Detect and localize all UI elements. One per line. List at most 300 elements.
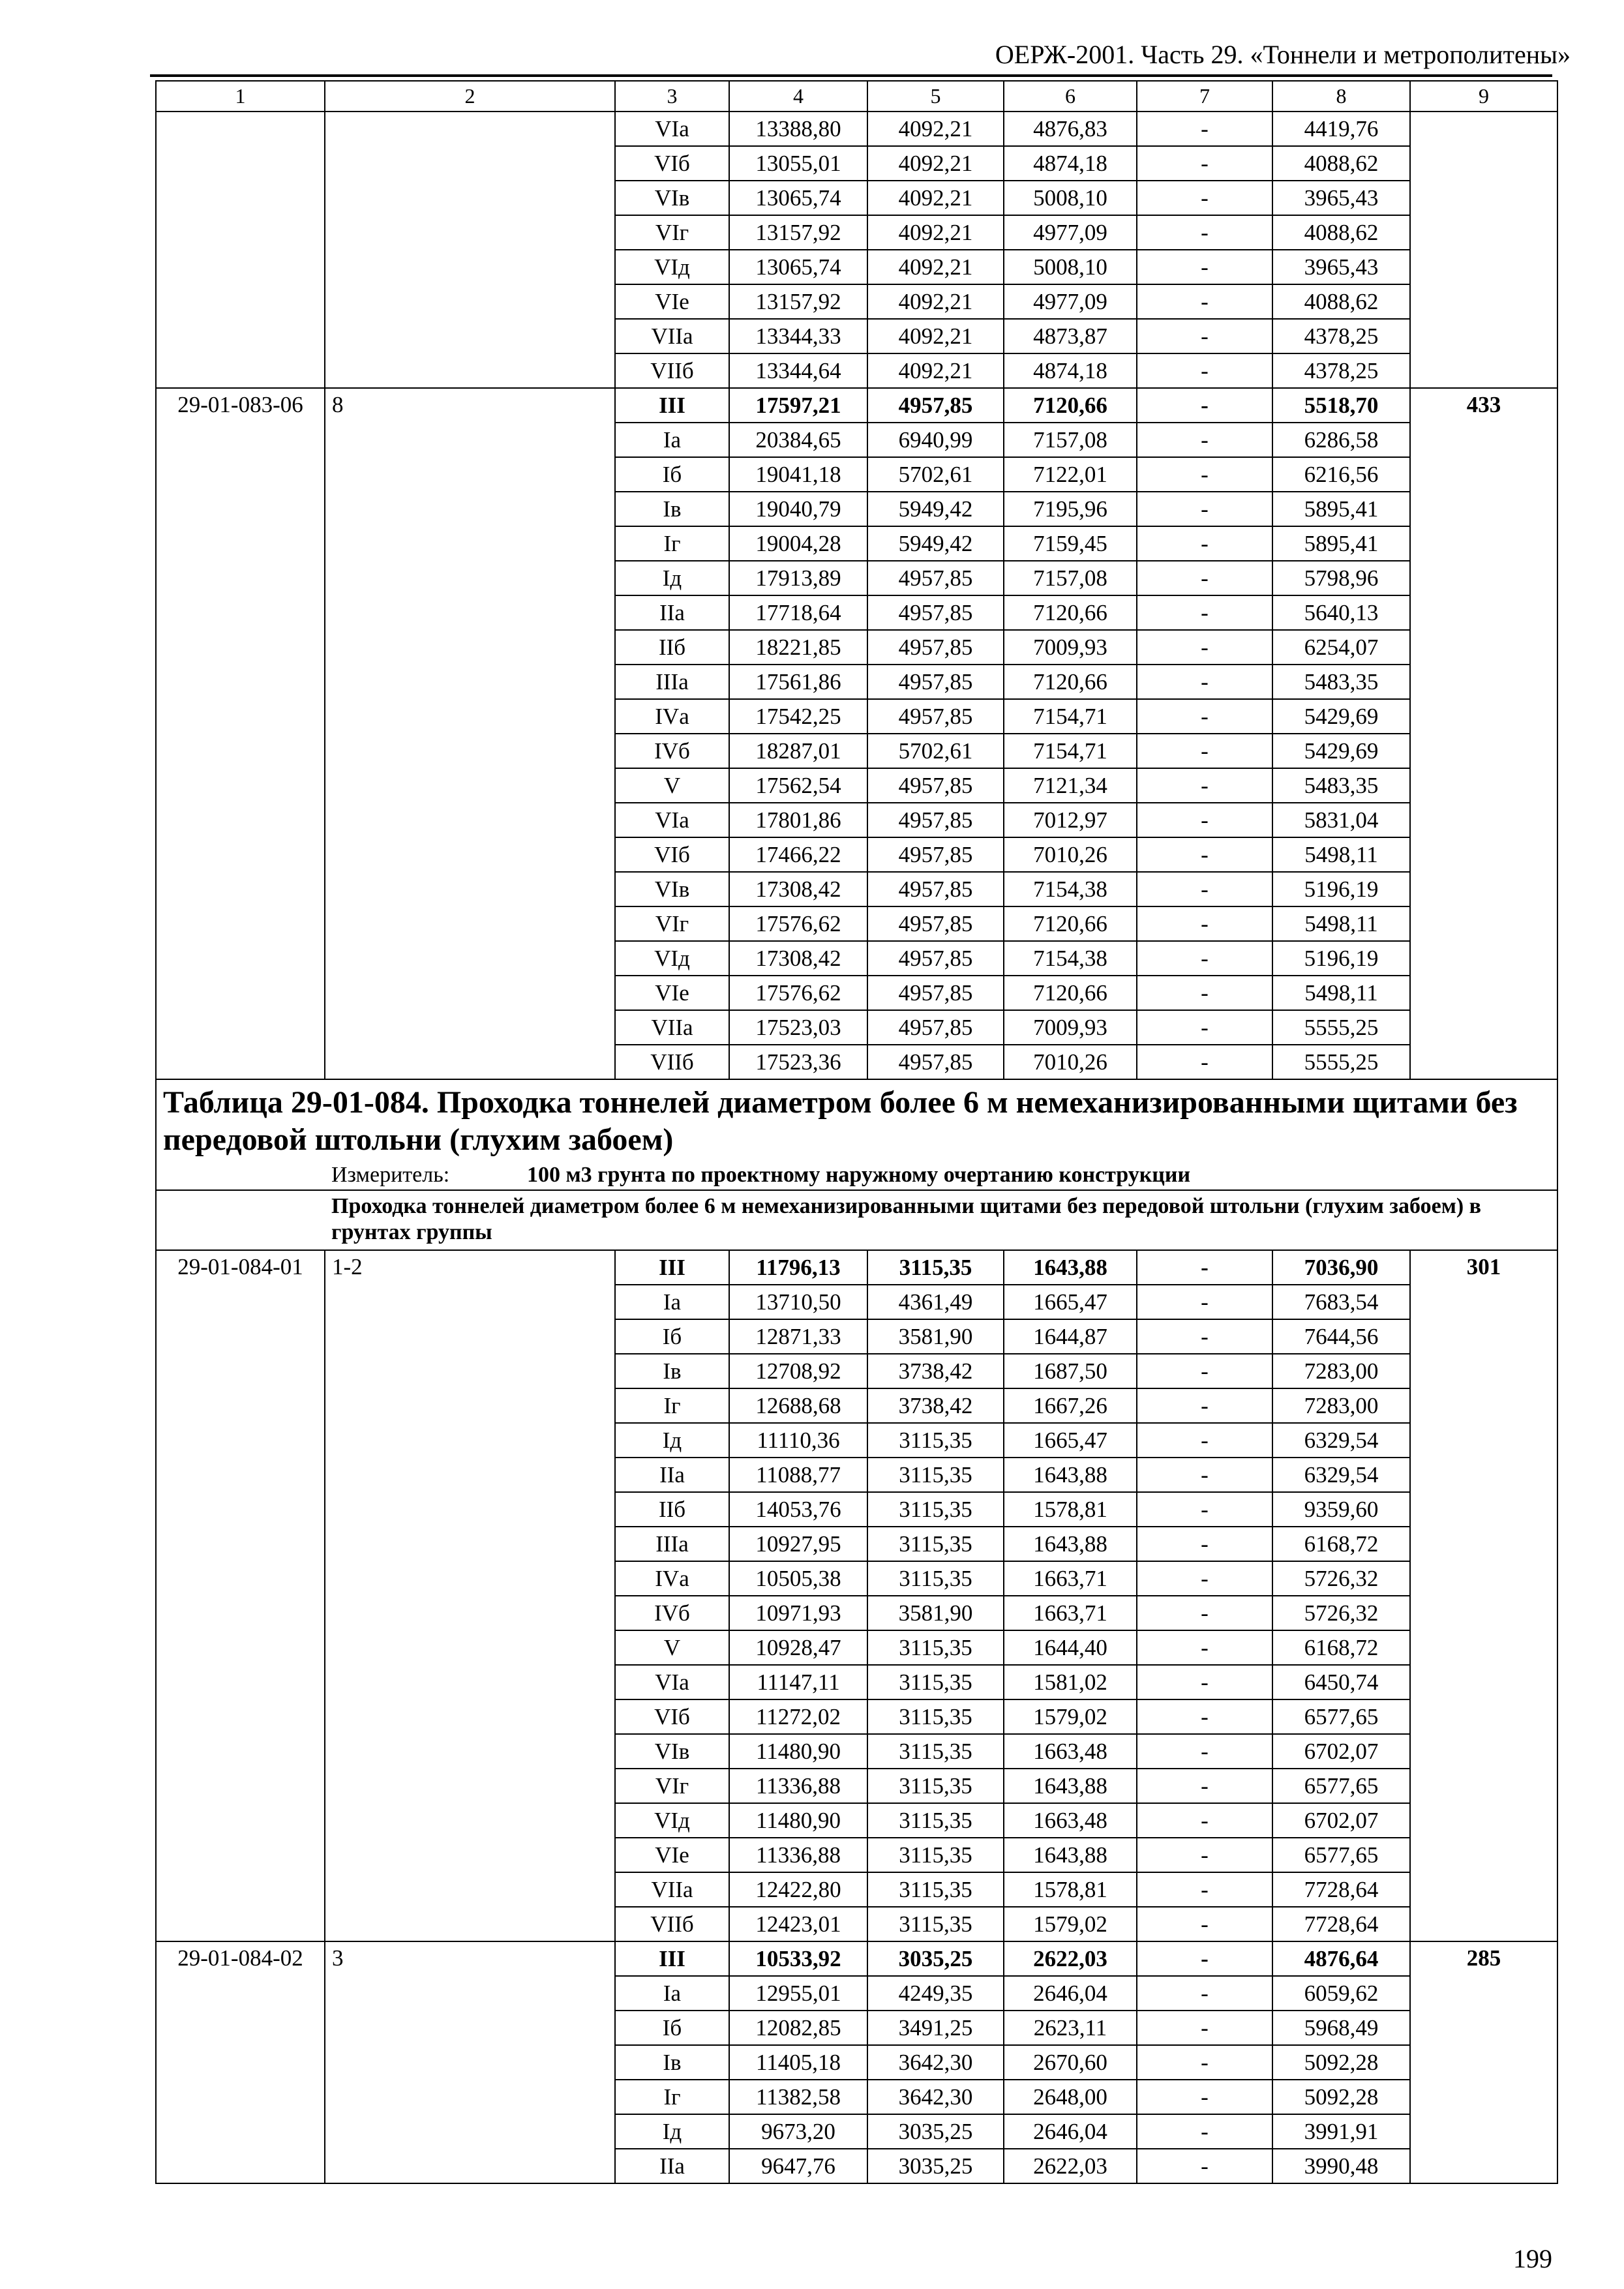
wages-cell: 4957,85 — [867, 976, 1004, 1010]
materials-cost-cell: 3965,43 — [1272, 181, 1410, 215]
measurement-value: 100 м3 грунта по проектному наружному очертанию конструкции — [527, 1163, 1191, 1187]
machine-cost-cell: 7154,38 — [1004, 941, 1137, 976]
driver-wages-cell: - — [1137, 1872, 1272, 1907]
direct-cost-cell: 17542,25 — [729, 699, 867, 734]
driver-wages-cell: - — [1137, 906, 1272, 941]
soil-group-cell: V — [615, 768, 729, 803]
direct-cost-cell: 17597,21 — [729, 388, 867, 423]
machine-cost-cell: 7157,08 — [1004, 561, 1137, 595]
direct-cost-cell: 12708,92 — [729, 1354, 867, 1388]
soil-group-cell: III — [615, 388, 729, 423]
driver-wages-cell: - — [1137, 457, 1272, 492]
materials-cost-cell: 6059,62 — [1272, 1976, 1410, 2011]
result-value: 285 — [1410, 1941, 1557, 2183]
machine-cost-cell: 4874,18 — [1004, 146, 1137, 181]
direct-cost-cell: 11796,13 — [729, 1250, 867, 1285]
materials-cost-cell: 5555,25 — [1272, 1045, 1410, 1079]
column-number-7: 7 — [1137, 81, 1272, 112]
wages-cell: 4957,85 — [867, 768, 1004, 803]
direct-cost-cell: 10505,38 — [729, 1561, 867, 1596]
column-number-3: 3 — [615, 81, 729, 112]
soil-group-cell: Iг — [615, 526, 729, 561]
soil-group-cell: Iб — [615, 457, 729, 492]
materials-cost-cell: 7283,00 — [1272, 1388, 1410, 1423]
materials-cost-cell: 7644,56 — [1272, 1319, 1410, 1354]
machine-cost-cell: 4977,09 — [1004, 284, 1137, 319]
column-number-2: 2 — [325, 81, 615, 112]
materials-cost-cell: 5555,25 — [1272, 1010, 1410, 1045]
machine-cost-cell: 1579,02 — [1004, 1699, 1137, 1734]
materials-cost-cell: 5831,04 — [1272, 803, 1410, 837]
machine-cost-cell: 7157,08 — [1004, 423, 1137, 457]
machine-cost-cell: 7121,34 — [1004, 768, 1137, 803]
soil-group-cell: VIIа — [615, 1872, 729, 1907]
wages-cell: 4957,85 — [867, 1010, 1004, 1045]
soil-group-cell: Iг — [615, 2080, 729, 2114]
direct-cost-cell: 10971,93 — [729, 1596, 867, 1630]
column-number-1: 1 — [156, 81, 325, 112]
driver-wages-cell: - — [1137, 423, 1272, 457]
measurement-row — [156, 1161, 1557, 1190]
direct-cost-cell: 17466,22 — [729, 837, 867, 872]
wages-cell: 3115,35 — [867, 1665, 1004, 1699]
machine-cost-cell: 1667,26 — [1004, 1388, 1137, 1423]
direct-cost-cell: 13157,92 — [729, 215, 867, 250]
machine-cost-cell: 1581,02 — [1004, 1665, 1137, 1699]
wages-cell: 4957,85 — [867, 941, 1004, 976]
direct-cost-cell: 17523,03 — [729, 1010, 867, 1045]
direct-cost-cell: 17801,86 — [729, 803, 867, 837]
machine-cost-cell: 7154,38 — [1004, 872, 1137, 906]
direct-cost-cell: 13710,50 — [729, 1285, 867, 1319]
driver-wages-cell: - — [1137, 284, 1272, 319]
soil-group-cell: VIIа — [615, 1010, 729, 1045]
result-value: 433 — [1410, 388, 1557, 1079]
direct-cost-cell: 17718,64 — [729, 595, 867, 630]
direct-cost-cell: 11088,77 — [729, 1458, 867, 1492]
soil-group-cell: VIе — [615, 284, 729, 319]
wages-cell: 3115,35 — [867, 1527, 1004, 1561]
wages-cell: 4249,35 — [867, 1976, 1004, 2011]
soil-group-cell: Iв — [615, 492, 729, 526]
machine-cost-cell: 7010,26 — [1004, 837, 1137, 872]
materials-cost-cell: 6168,72 — [1272, 1630, 1410, 1665]
wages-cell: 4092,21 — [867, 353, 1004, 388]
wages-cell: 4092,21 — [867, 181, 1004, 215]
soil-group-cell: VIе — [615, 1838, 729, 1872]
soil-group-cell: III — [615, 1250, 729, 1285]
machine-cost-cell: 2622,03 — [1004, 2149, 1137, 2183]
direct-cost-cell: 13055,01 — [729, 146, 867, 181]
direct-cost-cell: 11272,02 — [729, 1699, 867, 1734]
driver-wages-cell: - — [1137, 1596, 1272, 1630]
machine-cost-cell: 1578,81 — [1004, 1492, 1137, 1527]
wages-cell: 3035,25 — [867, 2149, 1004, 2183]
machine-cost-cell: 5008,10 — [1004, 250, 1137, 284]
machine-cost-cell: 7122,01 — [1004, 457, 1137, 492]
direct-cost-cell: 11480,90 — [729, 1734, 867, 1769]
wages-cell: 4957,85 — [867, 699, 1004, 734]
wages-cell: 4092,21 — [867, 319, 1004, 353]
driver-wages-cell: - — [1137, 941, 1272, 976]
wages-cell: 4957,85 — [867, 837, 1004, 872]
section-title-row — [156, 1190, 1557, 1250]
machine-cost-cell: 7195,96 — [1004, 492, 1137, 526]
driver-wages-cell: - — [1137, 1734, 1272, 1769]
wages-cell: 4092,21 — [867, 112, 1004, 146]
materials-cost-cell: 5798,96 — [1272, 561, 1410, 595]
machine-cost-cell: 1663,71 — [1004, 1561, 1137, 1596]
driver-wages-cell: - — [1137, 1354, 1272, 1388]
direct-cost-cell: 17913,89 — [729, 561, 867, 595]
materials-cost-cell: 5640,13 — [1272, 595, 1410, 630]
result-cell-empty — [1410, 112, 1557, 388]
materials-cost-cell: 5726,32 — [1272, 1561, 1410, 1596]
machine-cost-cell: 1663,48 — [1004, 1734, 1137, 1769]
soil-group-cell: Iд — [615, 1423, 729, 1458]
direct-cost-cell: 10928,47 — [729, 1630, 867, 1665]
materials-cost-cell: 5726,32 — [1272, 1596, 1410, 1630]
materials-cost-cell: 7283,00 — [1272, 1354, 1410, 1388]
driver-wages-cell: - — [1137, 1630, 1272, 1665]
driver-wages-cell: - — [1137, 1285, 1272, 1319]
driver-wages-cell: - — [1137, 699, 1272, 734]
driver-wages-cell: - — [1137, 1045, 1272, 1079]
materials-cost-cell: 5518,70 — [1272, 388, 1410, 423]
wages-cell: 4957,85 — [867, 906, 1004, 941]
direct-cost-cell: 10533,92 — [729, 1941, 867, 1976]
soil-group-cell: IIа — [615, 595, 729, 630]
soil-group-cell: V — [615, 1630, 729, 1665]
machine-cost-cell: 1643,88 — [1004, 1527, 1137, 1561]
soil-group-cell: IIIа — [615, 1527, 729, 1561]
materials-cost-cell: 6577,65 — [1272, 1838, 1410, 1872]
direct-cost-cell: 19040,79 — [729, 492, 867, 526]
wages-cell: 4957,85 — [867, 665, 1004, 699]
machine-cost-cell: 2622,03 — [1004, 1941, 1137, 1976]
result-value: 301 — [1410, 1250, 1557, 1941]
direct-cost-cell: 17308,42 — [729, 872, 867, 906]
driver-wages-cell: - — [1137, 1941, 1272, 1976]
machine-cost-cell: 1644,87 — [1004, 1319, 1137, 1354]
driver-wages-cell: - — [1137, 181, 1272, 215]
driver-wages-cell: - — [1137, 837, 1272, 872]
driver-wages-cell: - — [1137, 1250, 1272, 1285]
wages-cell: 4957,85 — [867, 803, 1004, 837]
driver-wages-cell: - — [1137, 2114, 1272, 2149]
materials-cost-cell: 4088,62 — [1272, 284, 1410, 319]
wages-cell: 3738,42 — [867, 1354, 1004, 1388]
materials-cost-cell: 5498,11 — [1272, 976, 1410, 1010]
driver-wages-cell: - — [1137, 630, 1272, 665]
direct-cost-cell: 11480,90 — [729, 1803, 867, 1838]
machine-cost-cell: 1643,88 — [1004, 1769, 1137, 1803]
driver-wages-cell: - — [1137, 595, 1272, 630]
materials-cost-cell: 6702,07 — [1272, 1734, 1410, 1769]
column-number-8: 8 — [1272, 81, 1410, 112]
machine-cost-cell: 1644,40 — [1004, 1630, 1137, 1665]
direct-cost-cell: 20384,65 — [729, 423, 867, 457]
soil-group-cell: VIв — [615, 1734, 729, 1769]
driver-wages-cell: - — [1137, 492, 1272, 526]
machine-cost-cell: 1578,81 — [1004, 1872, 1137, 1907]
materials-cost-cell: 4378,25 — [1272, 319, 1410, 353]
wages-cell: 3035,25 — [867, 1941, 1004, 1976]
machine-cost-cell: 7012,97 — [1004, 803, 1137, 837]
driver-wages-cell: - — [1137, 112, 1272, 146]
soil-group-cell: VIг — [615, 906, 729, 941]
materials-cost-cell: 4378,25 — [1272, 353, 1410, 388]
materials-cost-cell: 6168,72 — [1272, 1527, 1410, 1561]
soil-group-cell: Iа — [615, 423, 729, 457]
direct-cost-cell: 13344,64 — [729, 353, 867, 388]
direct-cost-cell: 18221,85 — [729, 630, 867, 665]
machine-cost-cell: 7009,93 — [1004, 1010, 1137, 1045]
materials-cost-cell: 6329,54 — [1272, 1423, 1410, 1458]
soil-group-cell: VIа — [615, 1665, 729, 1699]
direct-cost-cell: 17561,86 — [729, 665, 867, 699]
driver-wages-cell: - — [1137, 526, 1272, 561]
wages-cell: 4957,85 — [867, 561, 1004, 595]
driver-wages-cell: - — [1137, 1803, 1272, 1838]
rate-code: 29-01-083-06 — [156, 388, 325, 1079]
table-title: Таблица 29-01-084. Проходка тоннелей диаметром более 6 м немеханизированными щитами без передовой штольни (глухим забоем) — [156, 1079, 1557, 1161]
soil-group-cell: Iа — [615, 1976, 729, 2011]
materials-cost-cell: 4088,62 — [1272, 146, 1410, 181]
measurement-label: Измеритель: — [331, 1163, 450, 1187]
soil-group-cell: Iг — [615, 1388, 729, 1423]
driver-wages-cell: - — [1137, 353, 1272, 388]
column-number-9: 9 — [1410, 81, 1557, 112]
wages-cell: 4361,49 — [867, 1285, 1004, 1319]
materials-cost-cell: 5092,28 — [1272, 2045, 1410, 2080]
machine-cost-cell: 1579,02 — [1004, 1907, 1137, 1941]
direct-cost-cell: 11336,88 — [729, 1838, 867, 1872]
rates-table — [155, 80, 1558, 2184]
driver-wages-cell: - — [1137, 215, 1272, 250]
soil-group-cell: VIб — [615, 146, 729, 181]
soil-group-cell: Iв — [615, 2045, 729, 2080]
wages-cell: 4092,21 — [867, 215, 1004, 250]
wages-cell: 5949,42 — [867, 526, 1004, 561]
machine-cost-cell: 1643,88 — [1004, 1458, 1137, 1492]
machine-cost-cell: 2623,11 — [1004, 2011, 1137, 2045]
column-number-5: 5 — [867, 81, 1004, 112]
machine-cost-cell: 4873,87 — [1004, 319, 1137, 353]
machine-cost-cell: 7154,71 — [1004, 699, 1137, 734]
wages-cell: 5702,61 — [867, 734, 1004, 768]
machine-cost-cell: 1663,71 — [1004, 1596, 1137, 1630]
soil-group-cell: VIг — [615, 215, 729, 250]
soil-group-cell: VIб — [615, 837, 729, 872]
wages-cell: 3642,30 — [867, 2080, 1004, 2114]
wages-cell: 4957,85 — [867, 1045, 1004, 1079]
materials-cost-cell: 6702,07 — [1272, 1803, 1410, 1838]
machine-cost-cell: 1687,50 — [1004, 1354, 1137, 1388]
running-header: ОЕРЖ-2001. Часть 29. «Тоннели и метрополитены» — [995, 40, 1571, 69]
machine-cost-cell: 7120,66 — [1004, 595, 1137, 630]
materials-cost-cell: 4419,76 — [1272, 112, 1410, 146]
soil-group-cell: VIг — [615, 1769, 729, 1803]
materials-cost-cell: 5429,69 — [1272, 734, 1410, 768]
soil-group-cell: IIб — [615, 1492, 729, 1527]
wages-cell: 3115,35 — [867, 1838, 1004, 1872]
machine-cost-cell: 4977,09 — [1004, 215, 1137, 250]
wages-cell: 3581,90 — [867, 1596, 1004, 1630]
machine-cost-cell: 7154,71 — [1004, 734, 1137, 768]
soil-group-cell: IVб — [615, 1596, 729, 1630]
group-cell-empty — [325, 112, 615, 388]
direct-cost-cell: 13388,80 — [729, 112, 867, 146]
wages-cell: 3115,35 — [867, 1803, 1004, 1838]
soil-group-cell: VIа — [615, 112, 729, 146]
machine-cost-cell: 7159,45 — [1004, 526, 1137, 561]
driver-wages-cell: - — [1137, 1976, 1272, 2011]
column-number-4: 4 — [729, 81, 867, 112]
wages-cell: 3115,35 — [867, 1630, 1004, 1665]
direct-cost-cell: 19004,28 — [729, 526, 867, 561]
driver-wages-cell: - — [1137, 2045, 1272, 2080]
materials-cost-cell: 5196,19 — [1272, 941, 1410, 976]
wages-cell: 3115,35 — [867, 1492, 1004, 1527]
wages-cell: 4092,21 — [867, 284, 1004, 319]
direct-cost-cell: 12082,85 — [729, 2011, 867, 2045]
direct-cost-cell: 11110,36 — [729, 1423, 867, 1458]
soil-group-number: 8 — [325, 388, 615, 1079]
materials-cost-cell: 5895,41 — [1272, 492, 1410, 526]
rate-code: 29-01-084-01 — [156, 1250, 325, 1941]
wages-cell: 4957,85 — [867, 872, 1004, 906]
machine-cost-cell: 2646,04 — [1004, 1976, 1137, 2011]
direct-cost-cell: 17576,62 — [729, 976, 867, 1010]
soil-group-cell: Iд — [615, 2114, 729, 2149]
machine-cost-cell: 2648,00 — [1004, 2080, 1137, 2114]
driver-wages-cell: - — [1137, 665, 1272, 699]
wages-cell: 5702,61 — [867, 457, 1004, 492]
soil-group-cell: VIв — [615, 181, 729, 215]
table-row — [156, 112, 1557, 146]
machine-cost-cell: 1643,88 — [1004, 1838, 1137, 1872]
direct-cost-cell: 12955,01 — [729, 1976, 867, 2011]
wages-cell: 3115,35 — [867, 1872, 1004, 1907]
wages-cell: 3115,35 — [867, 1250, 1004, 1285]
materials-cost-cell: 5895,41 — [1272, 526, 1410, 561]
materials-cost-cell: 6286,58 — [1272, 423, 1410, 457]
rate-code: 29-01-084-02 — [156, 1941, 325, 2183]
driver-wages-cell: - — [1137, 146, 1272, 181]
soil-group-cell: III — [615, 1941, 729, 1976]
wages-cell: 3115,35 — [867, 1561, 1004, 1596]
soil-group-cell: VIд — [615, 1803, 729, 1838]
wages-cell: 4092,21 — [867, 146, 1004, 181]
materials-cost-cell: 6329,54 — [1272, 1458, 1410, 1492]
machine-cost-cell: 1643,88 — [1004, 1250, 1137, 1285]
materials-cost-cell: 5196,19 — [1272, 872, 1410, 906]
driver-wages-cell: - — [1137, 1769, 1272, 1803]
wages-cell: 4957,85 — [867, 595, 1004, 630]
materials-cost-cell: 7036,90 — [1272, 1250, 1410, 1285]
materials-cost-cell: 5968,49 — [1272, 2011, 1410, 2045]
table-row — [156, 1250, 1557, 1285]
driver-wages-cell: - — [1137, 1907, 1272, 1941]
direct-cost-cell: 12423,01 — [729, 1907, 867, 1941]
materials-cost-cell: 7683,54 — [1272, 1285, 1410, 1319]
direct-cost-cell: 18287,01 — [729, 734, 867, 768]
direct-cost-cell: 11382,58 — [729, 2080, 867, 2114]
materials-cost-cell: 3965,43 — [1272, 250, 1410, 284]
materials-cost-cell: 5498,11 — [1272, 906, 1410, 941]
materials-cost-cell: 3990,48 — [1272, 2149, 1410, 2183]
driver-wages-cell: - — [1137, 1458, 1272, 1492]
soil-group-number: 1-2 — [325, 1250, 615, 1941]
driver-wages-cell: - — [1137, 734, 1272, 768]
materials-cost-cell: 7728,64 — [1272, 1907, 1410, 1941]
soil-group-cell: Iв — [615, 1354, 729, 1388]
direct-cost-cell: 13344,33 — [729, 319, 867, 353]
table-body — [156, 81, 1557, 2183]
machine-cost-cell: 1665,47 — [1004, 1285, 1137, 1319]
driver-wages-cell: - — [1137, 2149, 1272, 2183]
direct-cost-cell: 9647,76 — [729, 2149, 867, 2183]
direct-cost-cell: 13065,74 — [729, 181, 867, 215]
machine-cost-cell: 4874,18 — [1004, 353, 1137, 388]
wages-cell: 3115,35 — [867, 1699, 1004, 1734]
table-title-row — [156, 1079, 1557, 1161]
driver-wages-cell: - — [1137, 1492, 1272, 1527]
machine-cost-cell: 7120,66 — [1004, 388, 1137, 423]
direct-cost-cell: 13065,74 — [729, 250, 867, 284]
machine-cost-cell: 7120,66 — [1004, 906, 1137, 941]
machine-cost-cell: 5008,10 — [1004, 181, 1137, 215]
driver-wages-cell: - — [1137, 319, 1272, 353]
column-number-row — [156, 81, 1557, 112]
direct-cost-cell: 11147,11 — [729, 1665, 867, 1699]
wages-cell: 4957,85 — [867, 388, 1004, 423]
materials-cost-cell: 5429,69 — [1272, 699, 1410, 734]
direct-cost-cell: 13157,92 — [729, 284, 867, 319]
materials-cost-cell: 5092,28 — [1272, 2080, 1410, 2114]
wages-cell: 4092,21 — [867, 250, 1004, 284]
machine-cost-cell: 2646,04 — [1004, 2114, 1137, 2149]
wages-cell: 3491,25 — [867, 2011, 1004, 2045]
materials-cost-cell: 4876,64 — [1272, 1941, 1410, 1976]
materials-cost-cell: 6577,65 — [1272, 1769, 1410, 1803]
materials-cost-cell: 3991,91 — [1272, 2114, 1410, 2149]
header-rule — [150, 74, 1552, 77]
wages-cell: 3115,35 — [867, 1769, 1004, 1803]
wages-cell: 3035,25 — [867, 2114, 1004, 2149]
direct-cost-cell: 19041,18 — [729, 457, 867, 492]
driver-wages-cell: - — [1137, 1527, 1272, 1561]
table-row — [156, 388, 1557, 423]
soil-group-cell: VIд — [615, 941, 729, 976]
soil-group-cell: VIIа — [615, 319, 729, 353]
direct-cost-cell: 10927,95 — [729, 1527, 867, 1561]
direct-cost-cell: 12422,80 — [729, 1872, 867, 1907]
soil-group-cell: Iд — [615, 561, 729, 595]
direct-cost-cell: 11336,88 — [729, 1769, 867, 1803]
machine-cost-cell: 4876,83 — [1004, 112, 1137, 146]
soil-group-cell: VIIб — [615, 353, 729, 388]
driver-wages-cell: - — [1137, 803, 1272, 837]
soil-group-cell: VIIб — [615, 1907, 729, 1941]
measurement-cell — [156, 1161, 1557, 1190]
wages-cell: 5949,42 — [867, 492, 1004, 526]
soil-group-cell: IVа — [615, 699, 729, 734]
wages-cell: 3115,35 — [867, 1907, 1004, 1941]
driver-wages-cell: - — [1137, 250, 1272, 284]
driver-wages-cell: - — [1137, 2080, 1272, 2114]
